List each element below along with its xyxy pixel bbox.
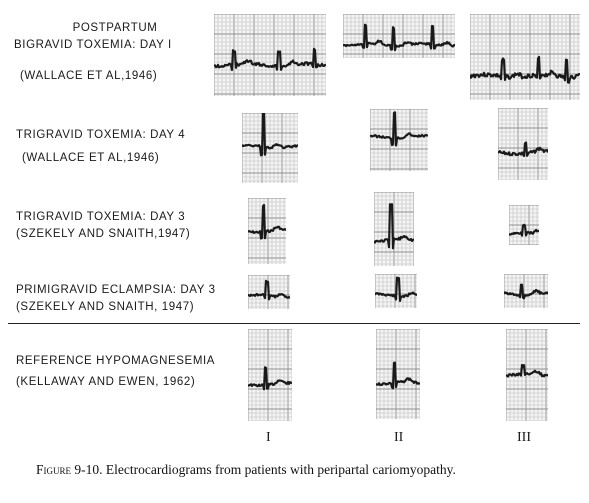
ecg-strip [470,14,580,100]
ecg-strip [506,329,548,421]
ecg-paper [248,329,292,421]
row-label-line: (WALLACE ET AL,1946) [20,70,158,82]
ecg-strip [504,274,548,308]
lead-label-i: I [266,430,271,445]
caption-figure-number: Figure 9-10. [36,462,103,477]
row-label-line: TRIGRAVID TOXEMIA: DAY 4 [16,129,186,141]
ecg-paper [370,109,428,171]
row-label-trigravid-day4 [16,127,185,167]
row-label-postpartum-bigravid [14,20,210,85]
caption-text: Electrocardiograms from patients with peripartal cariomyopathy. [105,462,456,477]
row-label-line: TRIGRAVID TOXEMIA: DAY 3 [16,211,186,223]
ecg-strip [242,113,298,183]
row-label-trigravid-day3 [16,209,190,243]
row-label-line: (SZEKELY AND SNAITH, 1947) [16,301,195,313]
row-label-primigravid-eclampsia [16,282,216,316]
row-label-line: (WALLACE ET AL,1946) [22,152,160,164]
ecg-strip [509,205,539,245]
ecg-strip [214,14,326,96]
ecg-paper [376,329,420,419]
row-label-line: PRIMIGRAVID ECLAMPSIA: DAY 3 [16,284,216,296]
row-label-line: BIGRAVID TOXEMIA: DAY I [14,39,172,51]
row-label-line: (KELLAWAY AND EWEN, 1962) [16,376,196,388]
lead-label-iii: III [517,430,531,445]
figure-caption [36,462,456,478]
ecg-strip [248,275,290,309]
ecg-strip [376,329,420,419]
row-label-line: REFERENCE HYPOMAGNESEMIA [16,355,216,367]
lead-label-ii: II [394,430,404,445]
row-label-line: POSTPARTUM [72,22,158,34]
ecg-strip [370,109,428,171]
ecg-paper [504,274,548,308]
section-divider [8,323,580,324]
ecg-strip [374,192,414,266]
ecg-strip [248,329,292,421]
row-label-reference-hypomagnesemia [16,353,215,391]
ecg-strip [248,198,286,264]
row-label-line: (SZEKELY AND SNAITH,1947) [16,228,191,240]
ecg-strip [343,14,455,58]
ecg-paper [470,14,580,100]
ecg-strip [498,108,548,180]
ecg-strip [375,274,417,308]
